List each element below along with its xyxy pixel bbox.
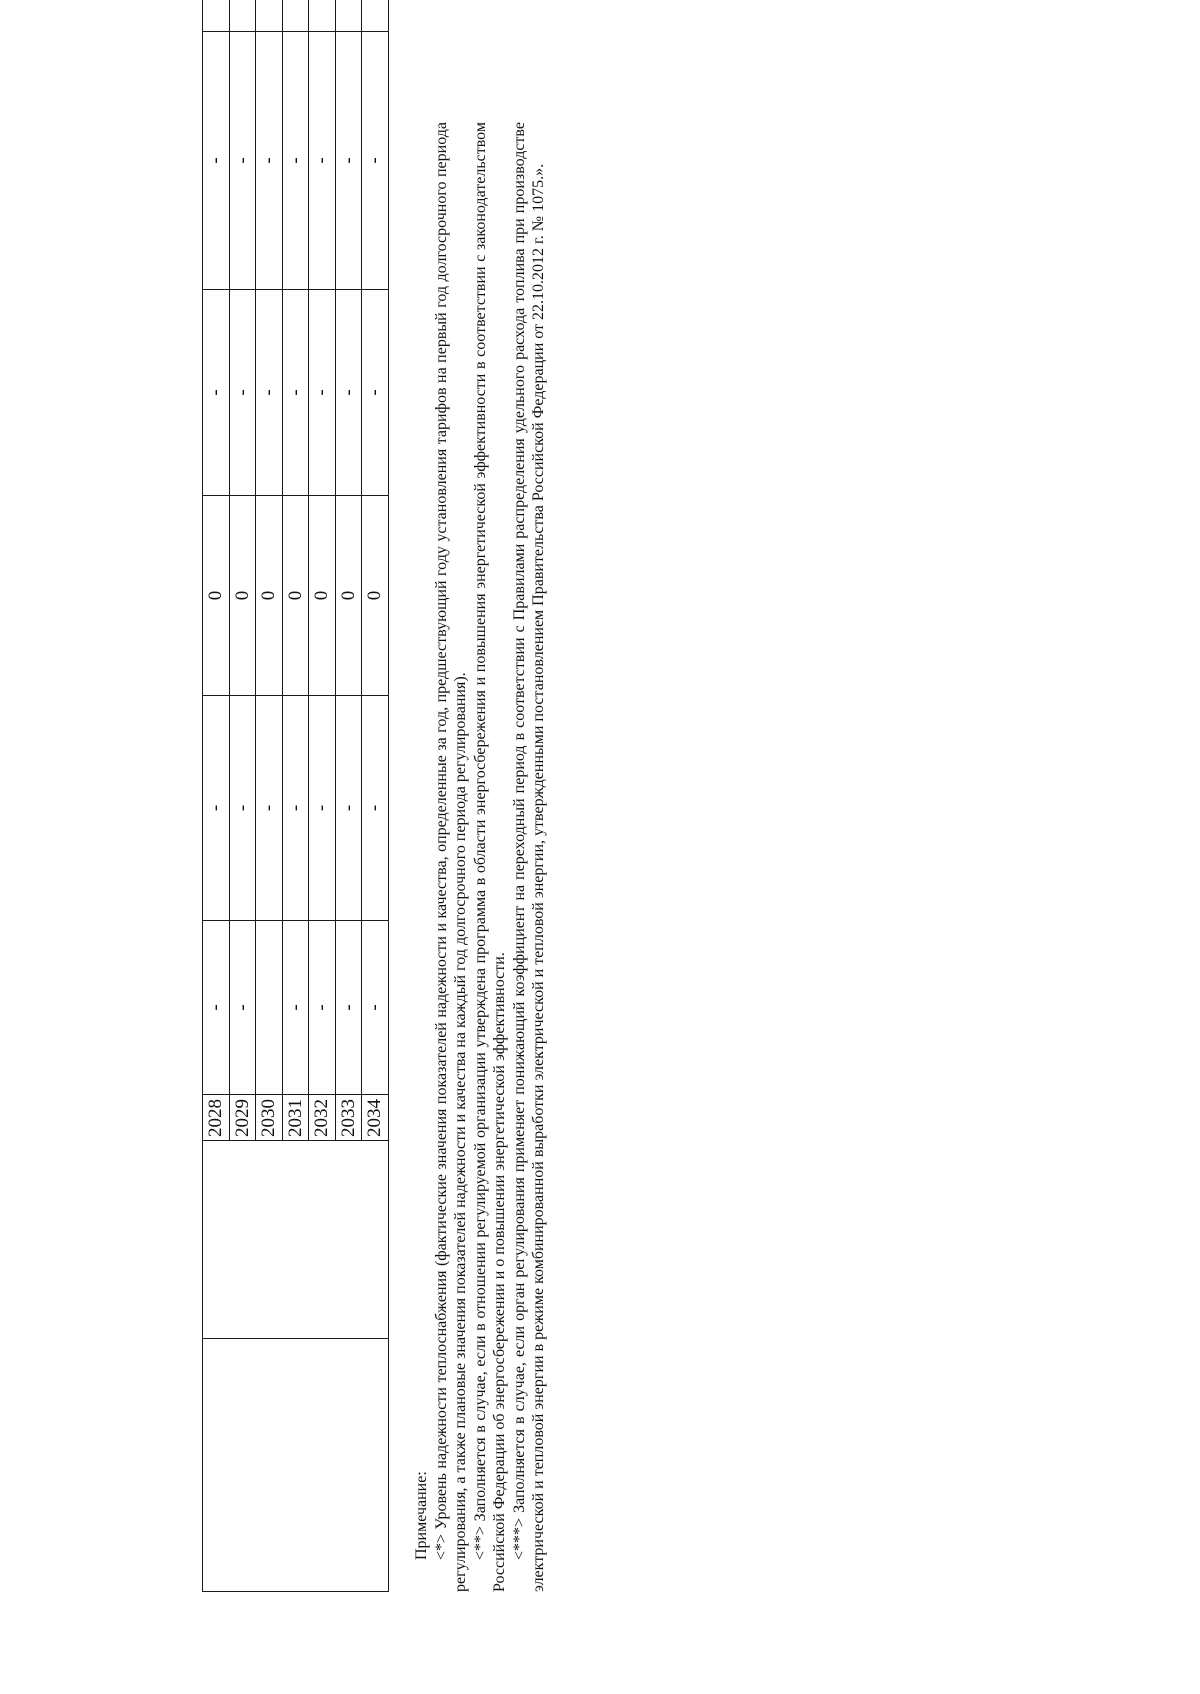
table-cell: - (229, 921, 256, 1095)
table-cell (309, 0, 336, 32)
notes-title: Примечание: (413, 1471, 430, 1560)
note-1: <*> Уровень надежности теплоснабжения (фактические значения показателей надежности и качества, определенные за год, предшествующий году установления тарифов на первый год долгосрочного периода регулирования, а также плановые значения показателей надежности и качества на каждый год долгосрочного периода регулирования). (432, 122, 469, 1592)
table-cell (282, 0, 309, 32)
table-cell: - (229, 290, 256, 496)
table-cell: 0 (335, 496, 362, 696)
table-cell: - (335, 32, 362, 290)
year-cell: 2029 (229, 1095, 256, 1141)
table-cell: 0 (282, 496, 309, 696)
table-cell: - (256, 32, 283, 290)
table-cell: - (309, 32, 336, 290)
table-cell: - (282, 32, 309, 290)
table-cell: - (203, 32, 230, 290)
table-cell: - (335, 921, 362, 1095)
table-cell (362, 0, 389, 32)
table-cell: 0 (203, 496, 230, 696)
table-cell: - (282, 290, 309, 496)
table-cell (203, 0, 230, 32)
notes-section (412, 122, 549, 1592)
table-cell (256, 921, 283, 1095)
table-cell: - (203, 921, 230, 1095)
merged-label-cell-2 (203, 1141, 389, 1339)
table-cell: - (256, 290, 283, 496)
year-cell: 2030 (256, 1095, 283, 1141)
table-cell (229, 0, 256, 32)
table-row (203, 0, 230, 1592)
table-cell: - (335, 290, 362, 496)
table-cell: - (362, 921, 389, 1095)
table-cell (256, 0, 283, 32)
table-cell: 0 (309, 496, 336, 696)
table-cell: - (309, 290, 336, 496)
year-cell: 2031 (282, 1095, 309, 1141)
table-cell: - (256, 696, 283, 921)
table-cell (335, 0, 362, 32)
table-cell: - (362, 290, 389, 496)
table-cell: - (362, 32, 389, 290)
note-2: <**> Заполняется в случае, если в отношении регулируемой организации утверждена программа в области энергосбережения и повышения энергетической эффективности в соответствии с законодательством Российской Федерации об энергосбережении и о повышении энергетической эффективности. (471, 122, 508, 1592)
table-cell: 0 (256, 496, 283, 696)
table-cell: - (282, 921, 309, 1095)
year-cell: 2033 (335, 1095, 362, 1141)
table-cell: - (282, 696, 309, 921)
merged-label-cell-1 (203, 1339, 389, 1592)
table-cell: - (362, 696, 389, 921)
year-cell: 2028 (203, 1095, 230, 1141)
table-cell: - (203, 696, 230, 921)
year-cell: 2034 (362, 1095, 389, 1141)
table-cell: - (309, 921, 336, 1095)
table-cell: 0 (229, 496, 256, 696)
table-cell: - (309, 696, 336, 921)
table-cell: - (229, 32, 256, 290)
tariff-table (202, 0, 389, 1592)
year-cell: 2032 (309, 1095, 336, 1141)
table-cell: - (203, 290, 230, 496)
table-cell: - (335, 696, 362, 921)
table-cell: 0 (362, 496, 389, 696)
table-cell: - (229, 696, 256, 921)
note-3: <***> Заполняется в случае, если орган регулирования применяет понижающий коэффициент на переходный период в соответствии с Правилами распределения удельного расхода топлива при производстве электрической и тепловой энергии в режиме комбинированной выработки электрической и тепловой энергии, утвержденными постановлением Правительства Российской Федерации от 22.10.2012 г. № 1075.». (510, 122, 547, 1592)
